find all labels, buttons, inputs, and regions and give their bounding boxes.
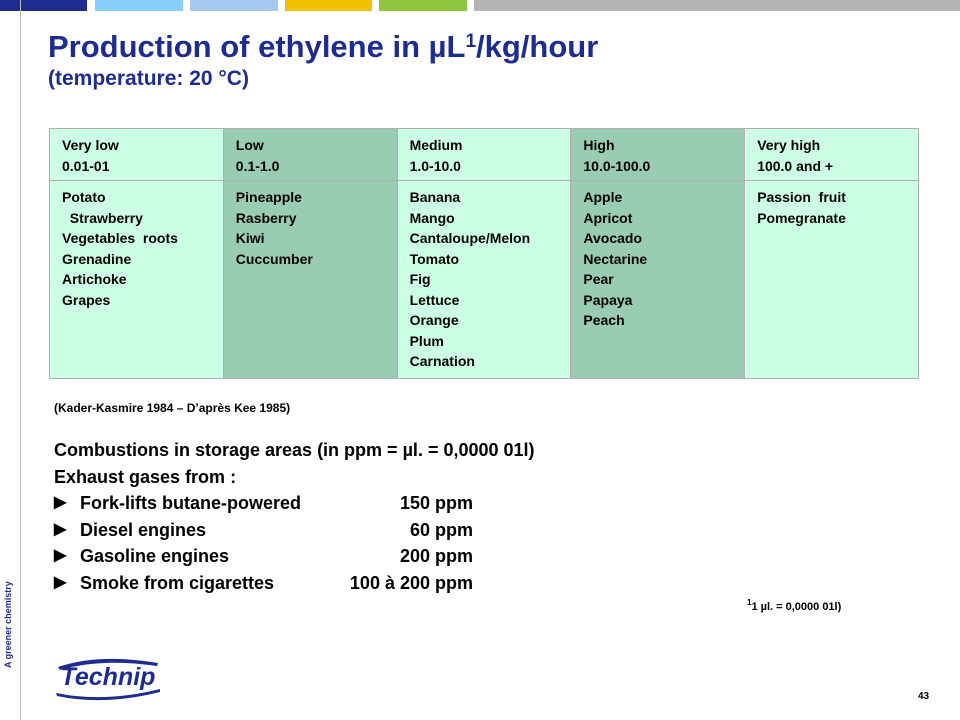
side-tagline: A greener chemistry [3, 581, 13, 668]
products-cell-very-low [50, 181, 224, 379]
product-item: Artichoke [62, 271, 127, 287]
footnote [747, 598, 842, 613]
product-item: Strawberry [62, 209, 143, 226]
title-suffix: /kg/hour [476, 29, 599, 64]
header-level: Low [235, 137, 264, 153]
item-value: 60 ppm [409, 519, 473, 540]
product-item: Avocado [583, 230, 642, 246]
item-value: 200 ppm [399, 546, 473, 566]
header-cell-very-low [50, 129, 224, 181]
technip-logo [54, 655, 164, 703]
product-item: Grenadine [62, 250, 132, 267]
product-item: Carnation [409, 353, 475, 369]
product-item: Pear [583, 271, 614, 287]
bullet-arrow-icon: ▶ [54, 573, 67, 591]
item-label: Gasoline engines [80, 546, 230, 566]
product-item: Rasberry [235, 209, 297, 226]
product-item: Passion fruit [757, 189, 846, 205]
title-main: Production of ethylene in µL [48, 29, 466, 64]
header-level: High [583, 137, 615, 153]
product-item: Pomegranate [757, 209, 846, 226]
header-range: 0.01-01 [62, 157, 110, 174]
top-bar-segment-1 [0, 0, 87, 11]
left-margin-line [20, 0, 21, 720]
list-item [54, 543, 535, 570]
combustion-intro: Exhaust gases from : [54, 466, 237, 487]
top-bar-segment-3 [190, 0, 278, 11]
top-bar-segment-6 [474, 0, 960, 11]
product-item: Plum [409, 332, 444, 349]
product-item: Tomato [409, 250, 460, 267]
product-item: Cantaloupe/Melon [409, 230, 531, 246]
top-bar-segment-5 [379, 0, 467, 11]
product-item: Banana [409, 189, 461, 205]
product-item: Apple [583, 189, 623, 205]
footnote-superscript: 1 [747, 598, 752, 607]
footnote-text: 1 µl. = 0,0000 01l) [751, 601, 842, 613]
list-item [54, 490, 535, 517]
item-label: Smoke from cigarettes [80, 572, 275, 593]
top-bar-segment-4 [285, 0, 372, 11]
products-cell-very-high [745, 181, 919, 379]
list-item [54, 517, 535, 544]
product-item: Peach [583, 312, 625, 328]
header-range: 1.0-10.0 [409, 157, 461, 174]
product-item: Orange [409, 312, 459, 328]
table-header-row [50, 129, 919, 181]
product-item: Vegetables roots [62, 230, 178, 246]
products-cell-low [223, 181, 397, 379]
page-subtitle: (temperature: 20 °C) [48, 67, 249, 90]
header-level: Very high [757, 137, 821, 153]
header-range: 10.0-100.0 [583, 157, 651, 174]
header-level: Medium [409, 137, 463, 153]
top-bar-segment-2 [95, 0, 183, 11]
logo-text: Technip [60, 663, 156, 691]
page-number: 43 [918, 691, 930, 702]
header-cell-medium [397, 129, 571, 181]
product-item: Papaya [583, 291, 633, 308]
combustion-section [54, 437, 535, 596]
title-superscript: 1 [465, 31, 477, 52]
page-title [48, 30, 598, 64]
item-label: Fork-lifts butane-powered [80, 493, 302, 513]
bullet-arrow-icon: ▶ [54, 520, 67, 538]
product-item: Fig [409, 271, 431, 287]
header-level: Very low [62, 137, 119, 153]
product-item: Mango [409, 209, 455, 226]
header-range: 100.0 and + [757, 157, 834, 174]
list-item [54, 570, 535, 597]
product-item: Kiwi [235, 230, 265, 246]
product-item: Potato [62, 189, 106, 205]
header-cell-high [571, 129, 745, 181]
header-cell-very-high [745, 129, 919, 181]
item-value: 150 ppm [399, 493, 473, 513]
item-label: Diesel engines [80, 519, 207, 540]
bullet-arrow-icon: ▶ [54, 547, 67, 564]
product-item: Pineapple [235, 189, 302, 205]
bullet-arrow-icon: ▶ [54, 494, 67, 511]
products-cell-medium [397, 181, 571, 379]
ethylene-table [49, 128, 919, 379]
combustion-heading: Combustions in storage areas (in ppm = µl. = 0,0000 01l) [54, 440, 535, 460]
item-value: 100 à 200 ppm [349, 572, 473, 593]
header-cell-low [223, 129, 397, 181]
source-citation: (Kader-Kasmire 1984 – D’après Kee 1985) [54, 401, 291, 415]
table-body-row [50, 181, 919, 379]
product-item: Grapes [62, 291, 111, 308]
product-item: Lettuce [409, 291, 460, 308]
header-range: 0.1-1.0 [235, 157, 280, 174]
product-item: Nectarine [583, 250, 648, 267]
product-item: Apricot [583, 209, 633, 226]
products-cell-high [571, 181, 745, 379]
product-item: Cuccumber [235, 250, 313, 267]
